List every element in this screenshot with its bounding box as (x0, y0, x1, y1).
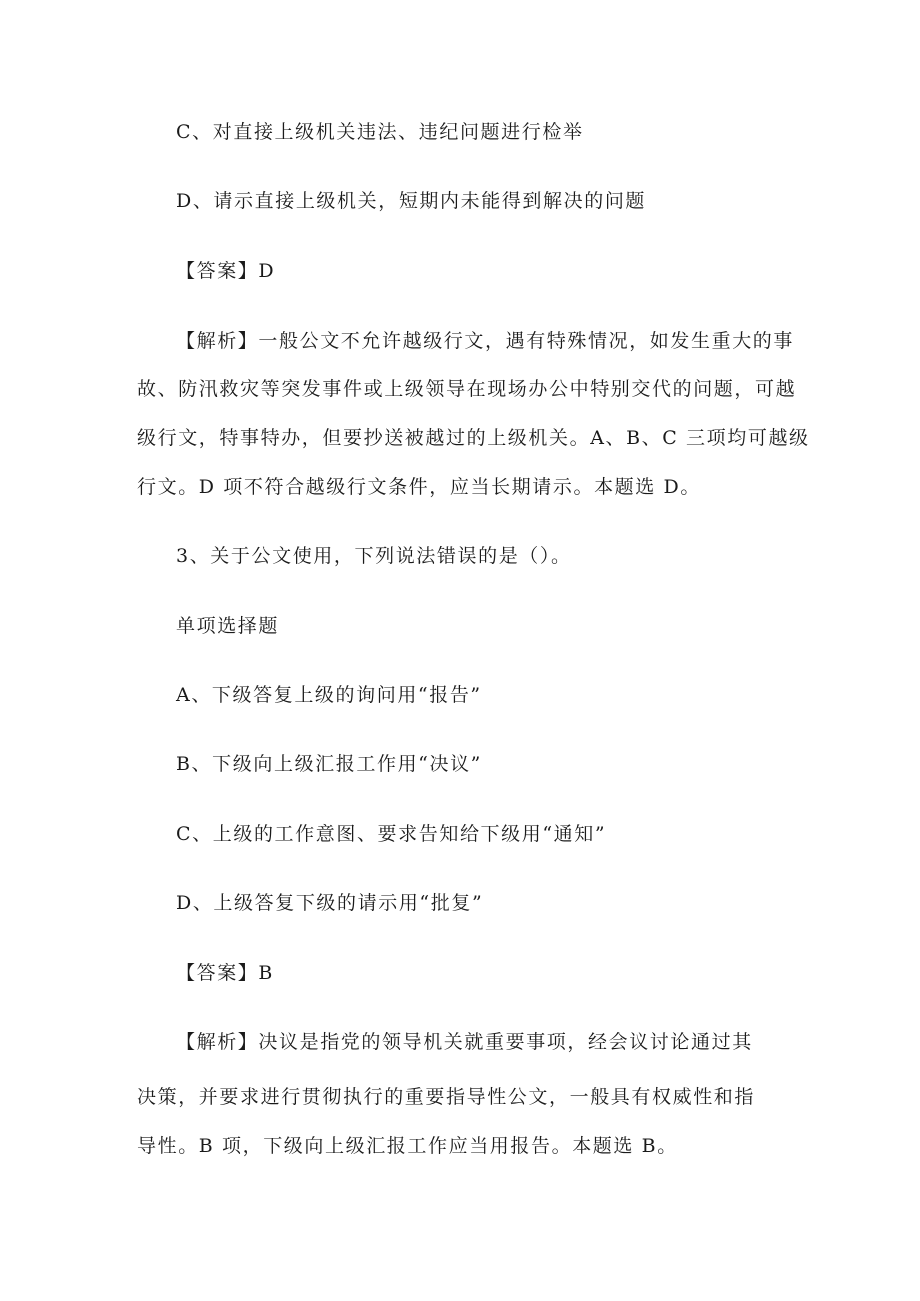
q3-explanation-line-2: 决策，并要求进行贯彻执行的重要指导性公文，一般具有权威性和指 (137, 1086, 756, 1108)
q3-explanation-line-1: 【解析】决议是指党的领导机关就重要事项，经会议讨论通过其 (176, 1031, 753, 1053)
q3-option-a: A、下级答复上级的询问用“报告” (176, 684, 482, 706)
q2-answer: 【答案】D (176, 260, 276, 282)
q2-explanation-line-2: 故、防汛救灾等突发事件或上级领导在现场办公中特别交代的问题，可越 (137, 378, 797, 400)
q3-explanation-line-3: 导性。B 项，下级向上级汇报工作应当用报告。本题选 B。 (137, 1135, 678, 1157)
q3-option-d: D、上级答复下级的请示用“批复” (176, 892, 484, 914)
q3-option-c: C、上级的工作意图、要求告知给下级用“通知” (176, 823, 607, 845)
q2-explanation-line-3: 级行文，特事特办，但要抄送被越过的上级机关。A、B、C 三项均可越级 (137, 427, 810, 449)
q2-option-c: C、对直接上级机关违法、违纪问题进行检举 (176, 121, 584, 143)
q2-option-d: D、请示直接上级机关，短期内未能得到解决的问题 (176, 190, 647, 212)
q3-answer: 【答案】B (176, 962, 274, 984)
q2-explanation-line-1: 【解析】一般公文不允许越级行文，遇有特殊情况，如发生重大的事 (176, 330, 795, 352)
q3-question-type: 单项选择题 (176, 615, 280, 637)
q2-explanation-line-4: 行文。D 项不符合越级行文条件，应当长期请示。本题选 D。 (137, 476, 701, 498)
q3-option-b: B、下级向上级汇报工作用“决议” (176, 753, 482, 775)
q3-stem: 3、关于公文使用，下列说法错误的是（）。 (176, 545, 572, 567)
